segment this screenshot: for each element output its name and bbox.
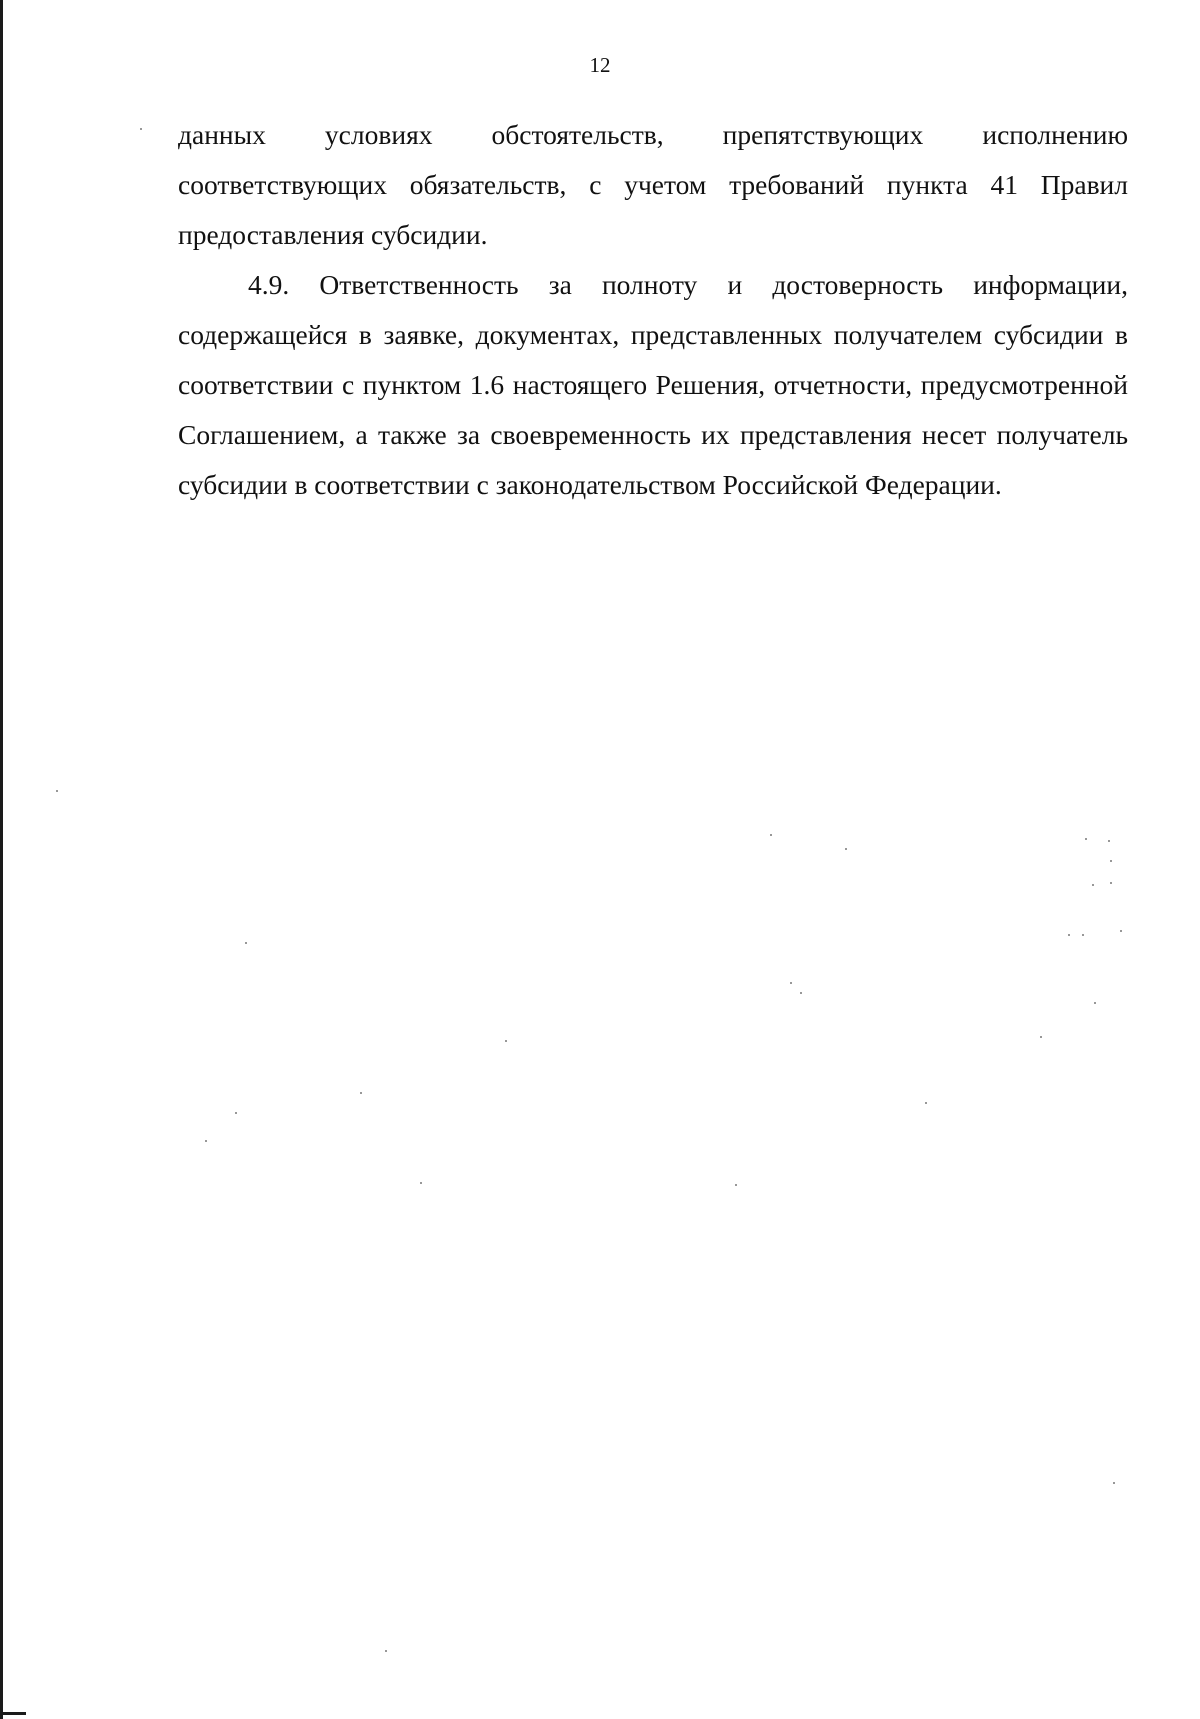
scan-speck xyxy=(1082,934,1084,936)
scan-speck xyxy=(1068,934,1070,936)
scan-speck xyxy=(360,1092,362,1094)
scan-speck xyxy=(1092,884,1094,886)
scan-speck xyxy=(1113,1482,1115,1484)
scan-speck xyxy=(925,1102,927,1104)
scan-speck xyxy=(205,1140,207,1142)
scan-speck xyxy=(56,790,58,792)
scan-speck xyxy=(1120,930,1122,932)
scan-speck xyxy=(505,1040,507,1042)
paragraph-4-9: 4.9. Ответственность за полноту и достоверность информации, содержащейся в заявке, документах, представленных получателем субсидии в соответствии с пунктом 1.6 настоящего Решения, отчетности, предусмотренной Соглашением, а также за своевременность их представления несет получатель субсидии в соответствии с законодательством Российской Федерации. xyxy=(178,269,1128,500)
scan-speck xyxy=(1110,882,1112,884)
scan-speck xyxy=(800,992,802,994)
scan-speck xyxy=(245,942,247,944)
scan-speck xyxy=(1094,1002,1096,1004)
body-text xyxy=(178,110,1128,510)
scan-speck xyxy=(385,1650,387,1652)
scan-edge-left xyxy=(0,0,3,1719)
scan-speck xyxy=(1108,840,1110,842)
scan-speck xyxy=(770,834,772,836)
scan-speck xyxy=(420,1182,422,1184)
scan-speck xyxy=(140,128,142,130)
scan-speck xyxy=(235,1112,237,1114)
scan-speck xyxy=(1110,860,1112,862)
scan-speck xyxy=(845,848,847,850)
page-number: 12 xyxy=(589,53,611,77)
paragraph-continued: данных условиях обстоятельств, препятствующих исполнению соответствующих обязательств, с учетом требований пункта 41 Правил предоставления субсидии. xyxy=(178,119,1128,250)
scan-speck xyxy=(735,1184,737,1186)
scan-edge-bottom xyxy=(0,1712,26,1715)
scan-speck xyxy=(1040,1036,1042,1038)
scan-speck xyxy=(1085,838,1087,840)
scan-speck xyxy=(790,982,792,984)
